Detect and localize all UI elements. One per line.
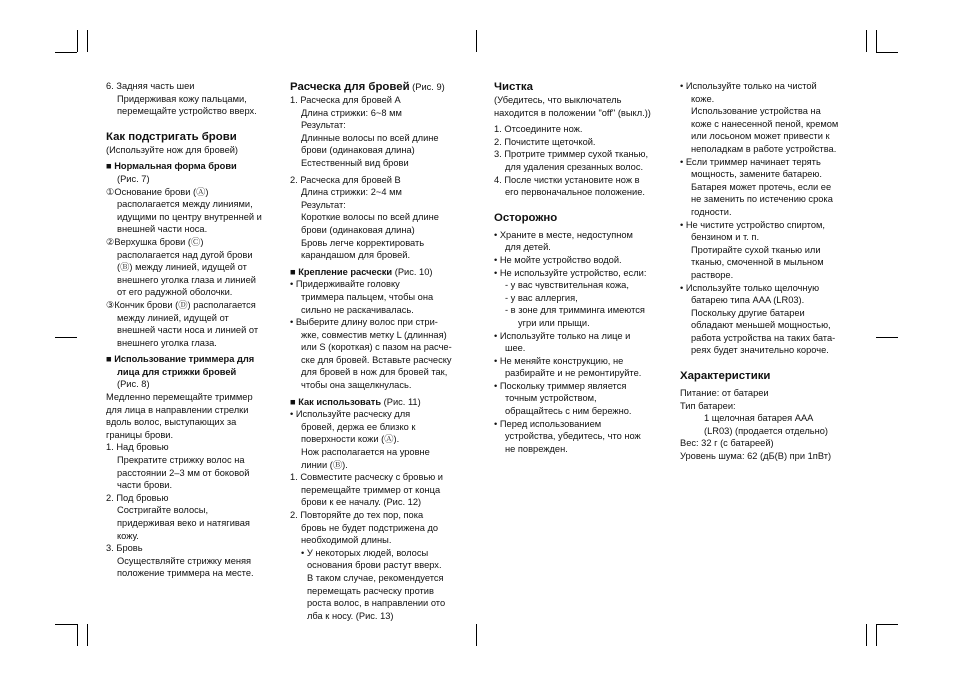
bullet-item: триммера пальцем, чтобы она bbox=[301, 291, 434, 302]
spec-battery-label: Тип батареи: bbox=[680, 400, 736, 411]
bullet-item: растворе. bbox=[691, 269, 734, 280]
bullet-item: коже. bbox=[691, 93, 715, 104]
crop-mark bbox=[866, 30, 867, 52]
bullet-item: Нож располагается на уровне bbox=[301, 447, 430, 458]
paragraph-line: от его радужной оболочки. bbox=[117, 287, 233, 298]
step-text: брови (одинаковая длина) bbox=[301, 145, 415, 156]
column-2 bbox=[290, 80, 462, 622]
bullet-item: сильно не раскачивалась. bbox=[301, 304, 414, 315]
sub-bullet-item: - в зоне для тримминга имеются bbox=[505, 305, 645, 316]
sub-bullet-item: угри или прыщи. bbox=[518, 317, 590, 328]
paragraph-line: внешней части носа. bbox=[117, 224, 208, 235]
crop-mark bbox=[77, 30, 78, 52]
section-subtitle: (Убедитесь, что выключатель bbox=[494, 95, 622, 105]
subsection-heading: ■ Нормальная форма брови bbox=[106, 161, 237, 172]
crop-mark bbox=[87, 624, 88, 646]
bullet-item: Поскольку другие батареи bbox=[691, 307, 805, 318]
section-title: Осторожно bbox=[494, 211, 558, 224]
crop-mark bbox=[876, 30, 877, 52]
step-text: необходимой длины. bbox=[301, 535, 392, 546]
crop-mark bbox=[476, 624, 477, 646]
subsection-heading: лица для стрижки бровей bbox=[117, 366, 237, 377]
spec-weight: Вес: 32 г (с батареей) bbox=[680, 438, 774, 449]
bullet-item: жке, совместив метку L (длинная) bbox=[301, 329, 447, 340]
note-item: В таком случае, рекомендуется bbox=[307, 572, 444, 583]
spec-battery-value: 1 щелочная батарея AAA bbox=[704, 413, 814, 424]
note-item: основания брови растут вверх. bbox=[307, 560, 442, 571]
paragraph-line: внешней части носа и линией от bbox=[117, 325, 259, 336]
step-text: брови (одинаковая длина) bbox=[301, 224, 415, 235]
spec-battery-value: (LR03) (продается отдельно) bbox=[704, 425, 829, 436]
paragraph-line: границы брови. bbox=[106, 429, 174, 440]
bullet-item: неполадкам в работе устройства. bbox=[691, 143, 837, 154]
section-title: Как подстригать брови bbox=[106, 130, 237, 143]
step-text: Придерживая кожу пальцами, bbox=[117, 93, 247, 104]
step-text: кожу. bbox=[117, 530, 139, 541]
note-item: лба к носу. (Рис. 13) bbox=[307, 610, 394, 621]
figure-ref: (Рис. 8) bbox=[117, 379, 150, 390]
crop-mark bbox=[87, 30, 88, 52]
bullet-item: не поврежден. bbox=[505, 443, 568, 454]
section-subtitle: (Используйте нож для бровей) bbox=[106, 144, 239, 155]
bullet-item: • Используйте только на лице и bbox=[494, 330, 631, 341]
step-text: придерживая веко и натягивая bbox=[117, 518, 250, 528]
note-item: перемещать расческу против bbox=[307, 585, 434, 596]
paragraph-line: ②Верхушка брови (Ⓒ) bbox=[106, 236, 204, 247]
crop-mark bbox=[876, 52, 898, 53]
step-heading: 2. Расческа для бровей В bbox=[290, 174, 401, 185]
step-text: перемещайте триммер от конца bbox=[301, 484, 441, 495]
bullet-item: работа устройства на таких бата- bbox=[691, 332, 836, 343]
bullet-item: • Храните в месте, недоступном bbox=[494, 229, 633, 240]
step-text: 2. Почистите щеточкой. bbox=[494, 136, 596, 147]
paragraph-line: располагается над дугой брови bbox=[117, 249, 253, 260]
paragraph-line: внешнего уголка глаза и линией bbox=[117, 274, 256, 285]
crop-mark bbox=[876, 337, 898, 338]
step-text: 1. Совместите расческу с бровью и bbox=[290, 472, 444, 483]
bullet-item: • Не меняйте конструкцию, не bbox=[494, 355, 624, 366]
subsection-heading: ■ Использование триммера для bbox=[106, 354, 255, 365]
figure-ref: (Рис. 7) bbox=[117, 173, 150, 184]
bullet-item: батарею типа AAA (LR03). bbox=[691, 295, 805, 306]
subsection-heading: ■ Крепление расчески (Рис. 10) bbox=[290, 266, 433, 277]
crop-mark bbox=[876, 624, 877, 646]
bullet-item: точным устройством, bbox=[505, 393, 597, 404]
spec-power: Питание: от батареи bbox=[680, 388, 769, 399]
bullet-item: бензином и т. п. bbox=[691, 232, 760, 243]
note-item: роста волос, в направлении ото bbox=[307, 598, 446, 609]
bullet-item: • Если триммер начинает терять bbox=[680, 156, 821, 167]
column-4 bbox=[680, 80, 852, 463]
step-heading: 3. Бровь bbox=[106, 543, 143, 554]
paragraph-line: внешнего уголка глаза. bbox=[117, 337, 217, 348]
step-text: карандашом для бровей. bbox=[301, 250, 411, 261]
step-text: брови к ее началу. (Рис. 12) bbox=[301, 497, 422, 508]
paragraph-line: Медленно перемещайте триммер bbox=[106, 392, 253, 403]
step-text: 1. Отсоедините нож. bbox=[494, 124, 583, 135]
section-subtitle: находится в положении "off" (выкл.)) bbox=[494, 107, 651, 118]
column-3 bbox=[494, 80, 666, 455]
bullet-item: коже с нанесенной пеной, кремом bbox=[691, 118, 839, 129]
crop-mark bbox=[476, 30, 477, 52]
step-text: положение триммера на месте. bbox=[117, 568, 254, 579]
paragraph-line: (Ⓑ) между линией, идущей от bbox=[117, 262, 247, 273]
crop-mark bbox=[876, 624, 898, 625]
step-text: бровь не будет подстрижена до bbox=[301, 522, 439, 533]
bullet-item: Протирайте сухой тканью или bbox=[691, 244, 821, 255]
step-text: Результат: bbox=[301, 120, 346, 131]
step-text: Бровь легче корректировать bbox=[301, 237, 425, 248]
bullet-item: • Выберите длину волос при стри- bbox=[290, 317, 438, 328]
bullet-item: • Не чистите устройство спиртом, bbox=[680, 219, 825, 230]
bullet-item: реях будет значительно короче. bbox=[691, 345, 829, 356]
bullet-item: Использование устройства на bbox=[691, 106, 821, 117]
crop-mark bbox=[55, 624, 77, 625]
step-heading: 6. Задняя часть шеи bbox=[106, 81, 195, 91]
step-text: Длина стрижки: 6~8 мм bbox=[301, 107, 402, 118]
spec-noise: Уровень шума: 62 (дБ(B) при 1пВт) bbox=[680, 451, 832, 462]
crop-mark bbox=[55, 337, 77, 338]
step-text: его первоначальное положение. bbox=[505, 187, 645, 198]
bullet-item: мощность, замените батарею. bbox=[691, 169, 822, 180]
step-text: Короткие волосы по всей длине bbox=[301, 212, 439, 223]
bullet-item: линии (Ⓑ). bbox=[301, 459, 348, 470]
bullet-item: • Не мойте устройство водой. bbox=[494, 254, 622, 265]
bullet-item: для детей. bbox=[505, 242, 551, 253]
step-heading: 1. Расческа для бровей А bbox=[290, 95, 401, 105]
step-text: Длина стрижки: 2~4 мм bbox=[301, 187, 402, 198]
section-title: Чистка bbox=[494, 81, 533, 93]
paragraph-line: ①Основание брови (Ⓐ) bbox=[106, 186, 209, 197]
bullet-item: обладают меньшей мощностью, bbox=[691, 320, 831, 331]
paragraph-line: располагается между линиями, bbox=[117, 199, 253, 210]
bullet-item: тканью, смоченной в мыльном bbox=[691, 257, 824, 268]
step-text: 2. Повторяйте до тех пор, пока bbox=[290, 510, 424, 520]
step-text: Длинные волосы по всей длине bbox=[301, 132, 439, 143]
bullet-item: • Используйте только на чистой bbox=[680, 81, 817, 91]
bullet-item: поверхности кожи (Ⓐ). bbox=[301, 434, 400, 445]
bullet-item: • Используйте расческу для bbox=[290, 409, 411, 420]
step-heading: 2. Под бровью bbox=[106, 492, 169, 503]
bullet-item: для бровей в нож для бровей так, bbox=[301, 367, 448, 378]
bullet-item: устройства, убедитесь, что нож bbox=[505, 431, 641, 442]
bullet-item: • Используйте только щелочную bbox=[680, 282, 820, 293]
bullet-item: ске для бровей. Вставьте расческу bbox=[301, 354, 452, 365]
section-title: Расческа для бровей (Рис. 9) bbox=[290, 81, 445, 93]
bullet-item: шее. bbox=[505, 343, 526, 354]
bullet-item: • Поскольку триммер является bbox=[494, 380, 627, 391]
bullet-item: • Перед использованием bbox=[494, 418, 602, 429]
step-text: расстоянии 2–3 мм от боковой bbox=[117, 467, 250, 478]
sub-bullet-item: - у вас чувствительная кожа, bbox=[505, 280, 629, 291]
bullet-item: • Не используйте устройство, если: bbox=[494, 267, 647, 278]
bullet-item: чтобы она защелкнулась. bbox=[301, 380, 412, 391]
step-text: Осуществляйте стрижку меняя bbox=[117, 555, 252, 566]
bullet-item: • Придерживайте головку bbox=[290, 279, 400, 290]
paragraph-line: вдоль волос, выступающих за bbox=[106, 417, 237, 428]
bullet-item: или лосьоном может привести к bbox=[691, 131, 830, 142]
paragraph-line: между линией, идущей от bbox=[117, 312, 229, 323]
bullet-item: обращайтесь с ним бережно. bbox=[505, 406, 632, 417]
note-item: • У некоторых людей, волосы bbox=[301, 547, 429, 558]
step-text: Прекратите стрижку волос на bbox=[117, 455, 245, 466]
bullet-item: бровей, держа ее близко к bbox=[301, 421, 416, 432]
step-text: для удаления срезанных волос. bbox=[505, 161, 644, 172]
bullet-item: Батарея может протечь, если ее bbox=[691, 181, 832, 192]
step-text: Естественный вид брови bbox=[301, 157, 409, 168]
paragraph-line: идущими по центру внутренней и bbox=[117, 211, 262, 222]
step-text: 4. После чистки установите нож в bbox=[494, 174, 640, 185]
step-text: 3. Протрите триммер сухой тканью, bbox=[494, 149, 649, 160]
column-1 bbox=[106, 80, 274, 580]
bullet-item: разбирайте и не ремонтируйте. bbox=[505, 368, 642, 379]
step-text: части брови. bbox=[117, 480, 173, 491]
sub-bullet-item: - у вас аллергия, bbox=[505, 292, 578, 303]
section-title: Характеристики bbox=[680, 370, 771, 383]
step-heading: 1. Над бровью bbox=[106, 442, 169, 453]
crop-mark bbox=[55, 52, 77, 53]
step-text: перемещайте устройство вверх. bbox=[117, 106, 257, 117]
step-text: Результат: bbox=[301, 199, 346, 210]
crop-mark bbox=[866, 624, 867, 646]
bullet-item: или S (короткая) с пазом на расче- bbox=[301, 342, 452, 353]
crop-mark bbox=[77, 624, 78, 646]
subsection-heading: ■ Как использовать (Рис. 11) bbox=[290, 396, 421, 407]
bullet-item: не заменить по истечению срока bbox=[691, 194, 833, 205]
bullet-item: годности. bbox=[691, 206, 732, 217]
step-text: Состригайте волосы, bbox=[117, 505, 209, 516]
paragraph-line: ③Кончик брови (Ⓓ) располагается bbox=[106, 299, 256, 310]
paragraph-line: для лица в направлении стрелки bbox=[106, 404, 249, 415]
